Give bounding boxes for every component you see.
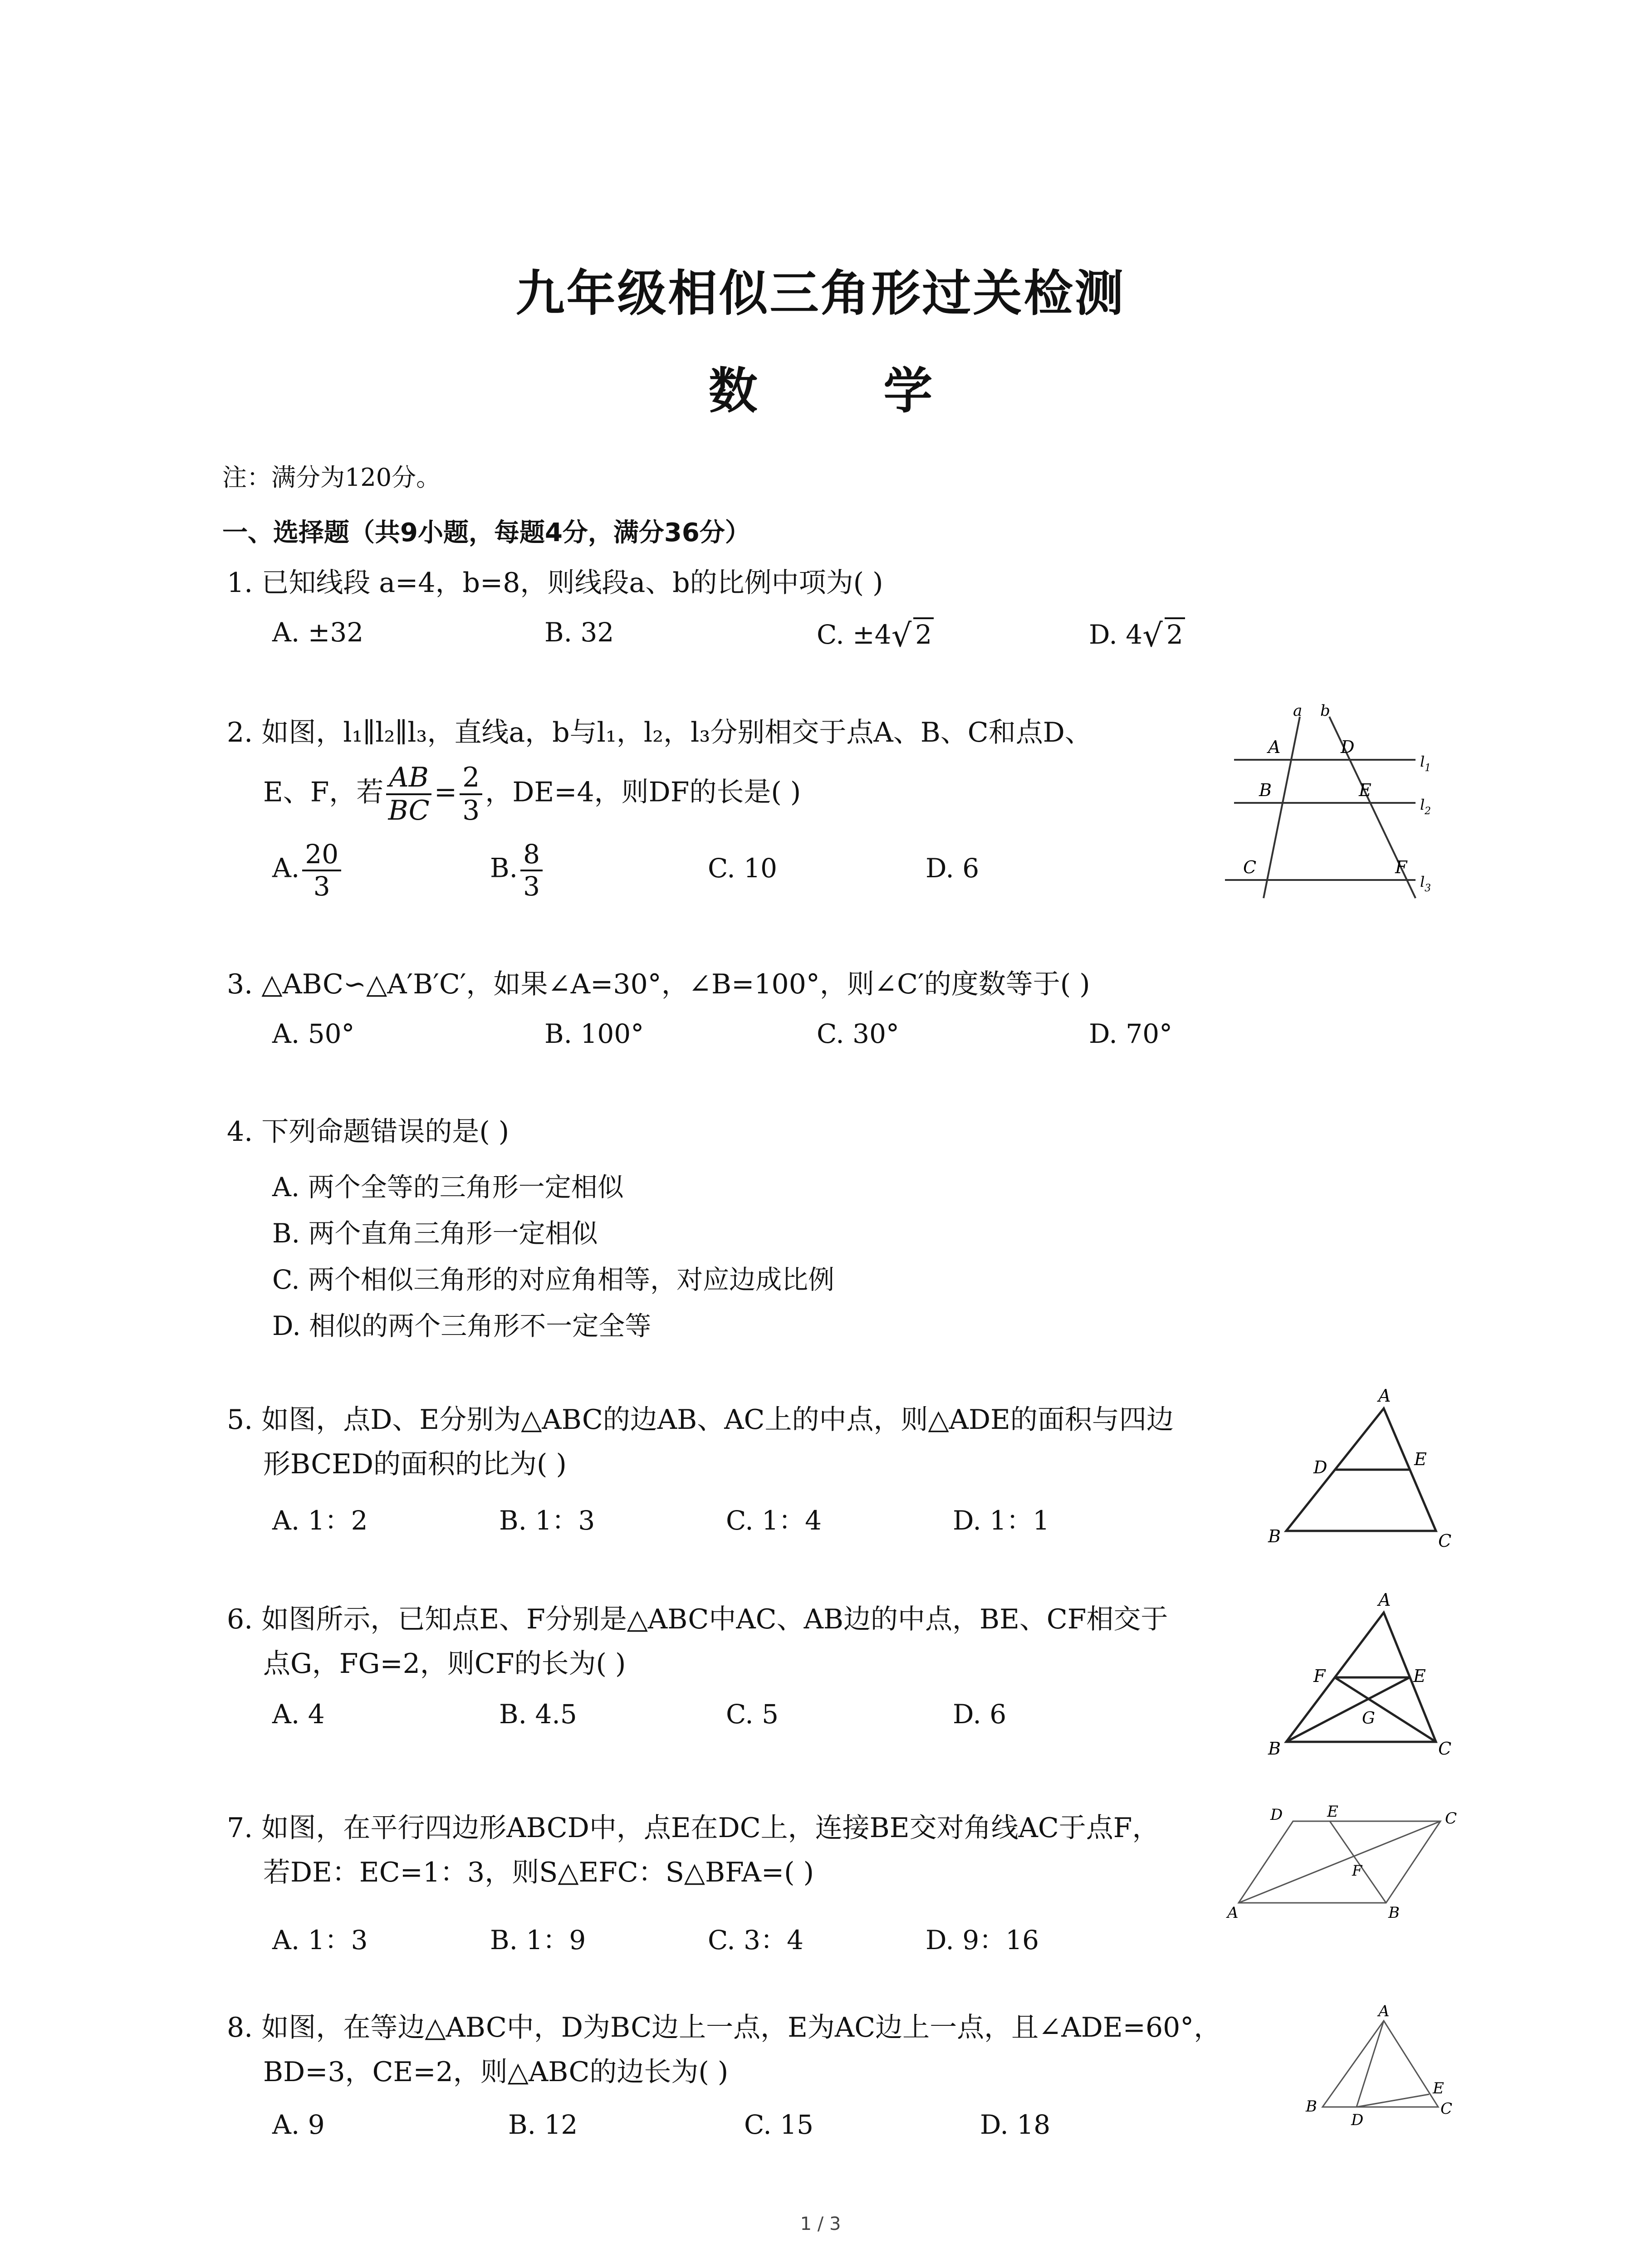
q4-stem: 4. 下列命题错误的是( ): [227, 1116, 509, 1148]
q1-stem: 1. 已知线段 a=4，b=8，则线段a、b的比例中项为( ): [227, 567, 883, 599]
q6-label-E: E: [1413, 1666, 1426, 1686]
q5-label-B: B: [1268, 1526, 1281, 1546]
q1-option-b[interactable]: B. 32: [544, 617, 614, 648]
q2-label-C: C: [1243, 857, 1257, 877]
q2-label-l3: l: [1420, 873, 1425, 890]
q7-label-E: E: [1327, 1803, 1338, 1821]
q6-label-F: F: [1313, 1666, 1326, 1686]
q4-option-b[interactable]: B. 两个直角三角形一定相似: [272, 1218, 598, 1249]
q8-label-C: C: [1440, 2100, 1453, 2118]
q1-option-c[interactable]: C. ±4√ 2: [817, 617, 934, 654]
q6-option-b[interactable]: B. 4.5: [499, 1699, 577, 1730]
q8-option-a[interactable]: A. 9: [272, 2109, 325, 2140]
q5-stem-line2: 形BCED的面积的比为( ): [263, 1448, 567, 1480]
q3-option-c[interactable]: C. 30°: [817, 1018, 899, 1049]
q6-option-c[interactable]: C. 5: [726, 1699, 779, 1730]
q8-option-d[interactable]: D. 18: [980, 2109, 1051, 2140]
page-number: 1 / 3: [800, 2214, 841, 2234]
q2-option-d[interactable]: D. 6: [926, 853, 980, 884]
q2-stem-line1: 2. 如图，l₁∥l₂∥l₃，直线a，b与l₁，l₂，l₃分别相交于点A、B、C和点D、: [227, 717, 1092, 748]
q6-label-B: B: [1268, 1739, 1281, 1759]
q4-option-a[interactable]: A. 两个全等的三角形一定相似: [272, 1172, 624, 1202]
q2-label-l1-sub: 1: [1425, 763, 1431, 774]
q5-label-A: A: [1378, 1386, 1391, 1406]
q2-label-a: a: [1293, 702, 1303, 720]
q5-label-C: C: [1438, 1531, 1452, 1551]
q2-option-a[interactable]: A. $\frac{20}{3}$: [272, 839, 344, 901]
section-heading: 一、选择题（共9小题，每题4分，满分36分）: [222, 518, 750, 547]
q5-option-d[interactable]: D. 1：1: [953, 1505, 1050, 1536]
q8-equilateral-triangle-figure: [1298, 2000, 1461, 2136]
q2-label-l2: l: [1420, 796, 1425, 813]
q2-label-F: F: [1395, 857, 1407, 877]
q1-option-d[interactable]: D. 4√ 2: [1089, 617, 1185, 654]
q8-label-B: B: [1306, 2097, 1317, 2116]
q7-option-c[interactable]: C. 3：4: [708, 1925, 803, 1955]
score-note: 注：满分为120分。: [222, 463, 441, 492]
q5-option-b[interactable]: B. 1：3: [499, 1505, 595, 1536]
q5-option-a[interactable]: A. 1：2: [272, 1505, 368, 1536]
subject-title: 数 学: [708, 363, 987, 420]
q1-option-a[interactable]: A. ±32: [272, 617, 364, 648]
q3-stem: 3. △ABC∽△A′B′C′，如果∠A=30°，∠B=100°，则∠C′的度数等于( ): [227, 968, 1090, 1000]
q2-label-b: b: [1320, 702, 1330, 720]
q2-stem-line2: E、F，若 $\frac{AB}{BC}$ = $\frac{2}{3}$ ，DE=4，则DF的长是( ): [263, 762, 801, 826]
q6-label-G: G: [1362, 1709, 1375, 1728]
q8-label-E: E: [1433, 2079, 1444, 2097]
q2-parallel-lines-figure: [1225, 699, 1461, 903]
q8-label-A: A: [1378, 2002, 1390, 2020]
q3-option-b[interactable]: B. 100°: [544, 1018, 644, 1049]
q2-label-B: B: [1259, 780, 1272, 800]
q2-label-l3-sub: 3: [1425, 883, 1431, 894]
q8-label-D: D: [1351, 2111, 1364, 2129]
q5-option-c[interactable]: C. 1：4: [726, 1505, 822, 1536]
q6-option-a[interactable]: A. 4: [272, 1699, 325, 1730]
q7-label-D: D: [1270, 1806, 1283, 1824]
q7-label-B: B: [1388, 1904, 1400, 1922]
q5-triangle-figure: [1261, 1383, 1452, 1551]
page-title: 九年级相似三角形过关检测: [515, 265, 1126, 322]
q4-option-d[interactable]: D. 相似的两个三角形不一定全等: [272, 1310, 652, 1341]
q2-label-l1: l: [1420, 753, 1425, 770]
q8-stem-line1: 8. 如图，在等边△ABC中，D为BC边上一点，E为AC边上一点，且∠ADE=60°，: [227, 2012, 1221, 2043]
q6-stem-line2: 点G，FG=2，则CF的长为( ): [263, 1648, 626, 1680]
q6-label-A: A: [1378, 1590, 1391, 1610]
q8-option-b[interactable]: B. 12: [508, 2109, 578, 2140]
q7-label-A: A: [1227, 1904, 1239, 1922]
q7-stem-line2: 若DE：EC=1：3，则S△EFC：S△BFA=( ): [263, 1857, 814, 1888]
q7-option-d[interactable]: D. 9：16: [926, 1925, 1039, 1955]
q5-stem-line1: 5. 如图，点D、E分别为△ABC的边AB、AC上的中点，则△ADE的面积与四边: [227, 1404, 1174, 1436]
q8-option-c[interactable]: C. 15: [744, 2109, 813, 2140]
q6-stem-line1: 6. 如图所示，已知点E、F分别是△ABC中AC、AB边的中点，BE、CF相交于: [227, 1603, 1168, 1635]
q7-option-b[interactable]: B. 1：9: [490, 1925, 586, 1955]
q3-option-d[interactable]: D. 70°: [1089, 1018, 1173, 1049]
q5-label-E: E: [1414, 1449, 1427, 1469]
q2-ratio-fraction: $\frac{AB}{BC}$: [386, 762, 431, 826]
q7-stem-line1: 7. 如图，在平行四边形ABCD中，点E在DC上，连接BE交对角线AC于点F，: [227, 1812, 1160, 1844]
q7-parallelogram-figure: [1225, 1801, 1470, 1923]
q8-stem-line2: BD=3，CE=2，则△ABC的边长为( ): [263, 2056, 729, 2088]
q2-label-A: A: [1268, 737, 1281, 757]
q4-option-c[interactable]: C. 两个相似三角形的对应角相等，对应边成比例: [272, 1264, 835, 1295]
q2-option-c[interactable]: C. 10: [708, 853, 777, 884]
q7-label-F: F: [1352, 1862, 1362, 1879]
q2-label-D: D: [1341, 737, 1355, 757]
q2-option-b[interactable]: B. $\frac{8}{3}$: [490, 839, 545, 901]
q7-label-C: C: [1445, 1809, 1457, 1828]
q6-triangle-figure: [1261, 1588, 1452, 1760]
q6-option-d[interactable]: D. 6: [953, 1699, 1007, 1730]
q3-option-a[interactable]: A. 50°: [272, 1018, 355, 1049]
q2-label-l2-sub: 2: [1425, 806, 1431, 817]
q6-label-C: C: [1438, 1739, 1452, 1759]
q2-label-E: E: [1359, 780, 1372, 800]
q5-label-D: D: [1313, 1457, 1327, 1477]
q7-option-a[interactable]: A. 1：3: [272, 1925, 368, 1955]
